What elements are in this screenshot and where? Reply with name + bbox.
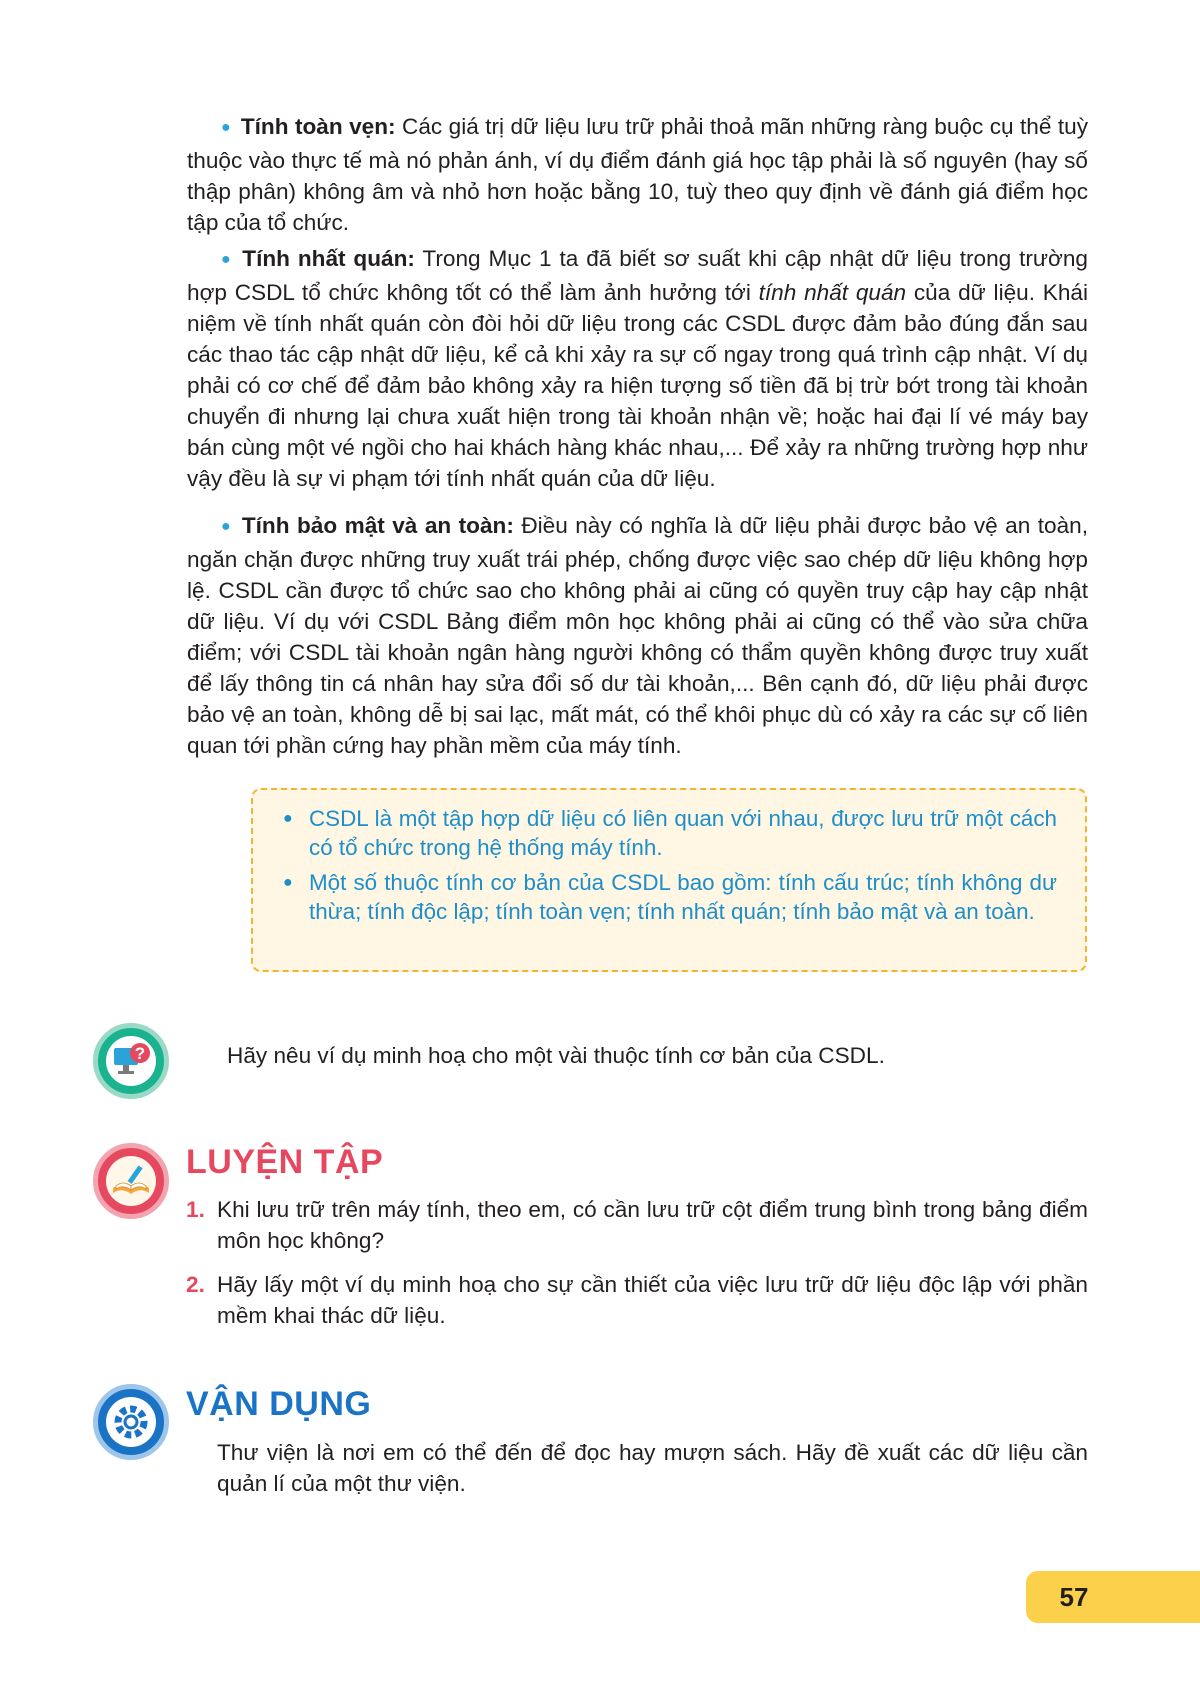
question-icon — [93, 1023, 169, 1099]
exercise-item — [186, 1194, 1088, 1256]
summary-item — [283, 804, 1057, 862]
summary-item-text: CSDL là một tập hợp dữ liệu có liên quan với nhau, được lưu trữ một cách có tổ chức trong hệ thống máy tính. — [309, 806, 1057, 860]
paragraph-integrity — [187, 111, 1088, 238]
question-text: Hãy nêu ví dụ minh hoạ cho một vài thuộc tính cơ bản của CSDL. — [227, 1043, 885, 1068]
bullet-icon: ● — [283, 810, 293, 827]
exercise-number: 1. — [186, 1197, 205, 1222]
bullet-icon: ● — [221, 119, 231, 136]
consistency-text-b: của dữ liệu. Khái niệm về tính nhất quán còn đòi hỏi dữ liệu trong các CSDL được đảm bảo đúng đắn sau các thao tác cập nhật dữ liệu, kể cả khi xảy ra sự cố ngay trong quá trình cập nhật. Ví dụ phải có cơ chế để đảm bảo không xảy ra hiện tượng số tiền đã bị trừ bớt trong tài khoản chuyển đi nhưng lại chưa xuất hiện trong tài khoản nhận về; hoặc hai đại lí vé máy bay bán cùng một vé ngồi cho hai khách hàng khác nhau,... Để xảy ra những trường hợp như vậy đều là sự vi phạm tới tính nhất quán của dữ liệu. — [187, 280, 1088, 491]
bullet-icon: ● — [221, 518, 232, 535]
security-text: Điều này có nghĩa là dữ liệu phải được bảo vệ an toàn, ngăn chặn được những truy xuất trái phép, chống được việc sao chép dữ liệu không hợp lệ. CSDL cần được tổ chức sao cho không phải ai cũng có quyền truy cập hay cập nhật dữ liệu. Ví dụ với CSDL Bảng điểm môn học không phải ai cũng có thể vào sửa chữa điểm; với CSDL tài khoản ngân hàng người không có thẩm quyền không được truy xuất để lấy thông tin cá nhân hay sửa đổi số dư tài khoản,... Bên cạnh đó, dữ liệu phải được bảo vệ an toàn, không dễ bị sai lạc, mất mát, có thể khôi phục dù có xảy ra các sự cố liên quan tới phần cứng hay phần mềm của máy tính. — [187, 513, 1088, 758]
apply-text: Thư viện là nơi em có thể đến để đọc hay mượn sách. Hãy đề xuất các dữ liệu cần quản lí của một thư viện. — [217, 1440, 1088, 1496]
page-number-tab — [1026, 1571, 1200, 1623]
exercise-number: 2. — [186, 1272, 205, 1297]
term-consistency: Tính nhất quán: — [242, 246, 415, 271]
gear-icon — [93, 1384, 169, 1460]
integrity-text: Các giá trị dữ liệu lưu trữ phải thoả mãn những ràng buộc cụ thể tuỳ thuộc vào thực tế mà nó phản ánh, ví dụ điểm đánh giá học tập phải là số nguyên (hay số thập phân) không âm và nhỏ hơn hoặc bằng 10, tuỳ theo quy định về đánh giá điểm học tập của tổ chức. — [187, 114, 1089, 235]
summary-box — [251, 788, 1087, 972]
book-pencil-icon — [93, 1143, 169, 1219]
summary-item — [283, 868, 1057, 926]
apply-title: VẬN DỤNG — [186, 1385, 372, 1423]
consistency-text-a: Trong Mục 1 ta đã biết sơ suất khi cập nhật dữ liệu trong trường hợp CSDL tổ chức không tốt có thể làm ảnh hưởng tới — [187, 246, 1088, 305]
term-security: Tính bảo mật và an toàn: — [241, 513, 514, 538]
exercise-item — [186, 1269, 1088, 1331]
bullet-icon: ● — [221, 251, 233, 268]
exercise-text: Hãy lấy một ví dụ minh hoạ cho sự cần thiết của việc lưu trữ dữ liệu độc lập với phần mềm khai thác dữ liệu. — [217, 1272, 1088, 1328]
practice-title: LUYỆN TẬP — [186, 1143, 384, 1181]
exercise-text: Khi lưu trữ trên máy tính, theo em, có cần lưu trữ cột điểm trung bình trong bảng điểm môn học không? — [217, 1197, 1088, 1253]
consistency-emphasis: tính nhất quán — [758, 280, 907, 305]
paragraph-security — [187, 510, 1088, 761]
summary-item-text: Một số thuộc tính cơ bản của CSDL bao gồm: tính cấu trúc; tính không dư thừa; tính độc lập; tính toàn vẹn; tính nhất quán; tính bảo mật và an toàn. — [309, 870, 1057, 924]
page-number: 57 — [1059, 1582, 1089, 1612]
paragraph-consistency — [187, 243, 1088, 494]
bullet-icon: ● — [283, 874, 293, 891]
svg-text:?: ? — [134, 1044, 146, 1063]
summary-list — [253, 790, 1085, 926]
term-integrity: Tính toàn vẹn: — [240, 114, 396, 139]
